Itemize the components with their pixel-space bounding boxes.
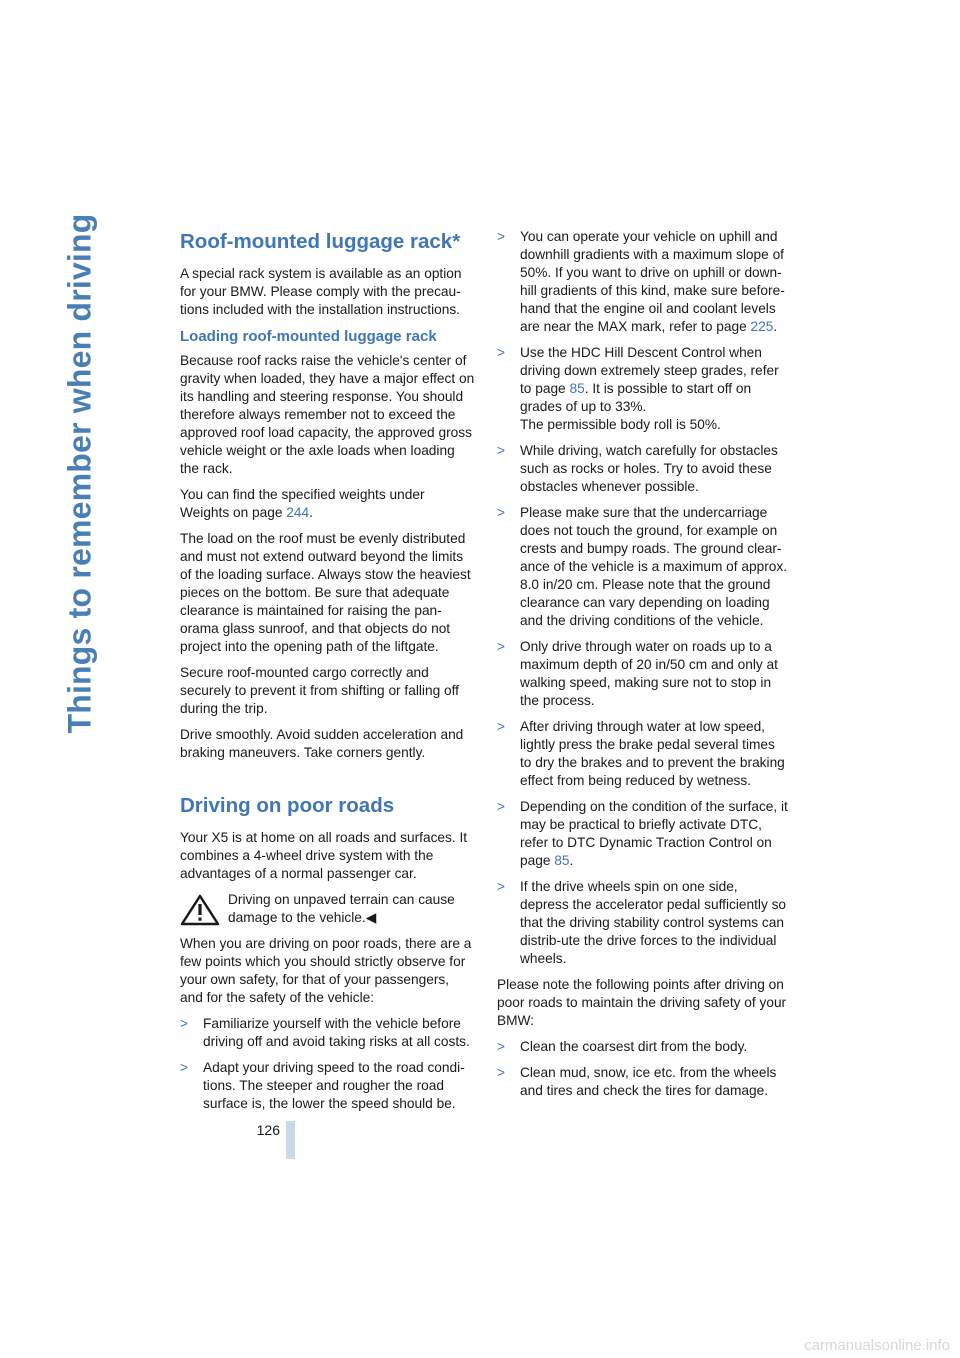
page-number: 126: [256, 1122, 280, 1138]
roof-rack-paragraph-5: Drive smoothly. Avoid sudden acceleration and braking maneuvers. Take corners gently.: [180, 727, 464, 760]
poor-roads-paragraph-2: Please note the following points after driving on poor roads to maintain the driving safety of your BMW:: [497, 977, 787, 1028]
bullet-marker: >: [497, 229, 505, 244]
page-number-bar: [286, 1121, 295, 1159]
poor-roads-paragraph-1: When you are driving on poor roads, there are a few points which you should strictly observe for your own safety, for that of your passengers, and for the safety of the vehicle:: [180, 936, 472, 1005]
roof-rack-paragraph-1: Because roof racks raise the vehicle's center of gravity when loaded, they have a major effect on its handling and steering response. You should therefore always remember not to exceed the approved roof load capacity, the approved gross vehicle weight or the axle loads when loading the rack.: [180, 353, 475, 476]
poor-roads-bullet-list-2: [497, 228, 789, 968]
list-item-text: Adapt your driving speed to the road condi-tions. The steeper and rougher the road surface is, the lower the speed should be.: [203, 1060, 465, 1111]
warning-triangle-icon: [180, 894, 220, 926]
watermark: carmanualsonline.info: [804, 1337, 950, 1354]
bullet-marker: >: [497, 719, 505, 734]
list-item: [497, 504, 789, 630]
roof-rack-paragraph-4: Secure roof-mounted cargo correctly and securely to prevent it from shifting or falling off during the trip.: [180, 665, 459, 716]
list-item: [497, 718, 789, 790]
warning-text: Driving on unpaved terrain can cause damage to the vehicle.◀: [228, 892, 455, 925]
warning-note: [180, 891, 475, 927]
list-item: [497, 1038, 789, 1056]
page-link-244[interactable]: 244: [286, 505, 310, 520]
bullet-marker: >: [180, 1060, 188, 1075]
list-item-text-end: . It is possible to start off on grades of up to 33%.: [520, 381, 752, 414]
list-item-text: Depending on the condition of the surface, it may be practical to briefly activate DTC, refer to DTC Dynamic Traction Control on page: [520, 799, 788, 868]
page-link-85-dtc[interactable]: 85: [554, 853, 570, 868]
list-item: [497, 798, 789, 870]
list-item: [180, 1059, 475, 1113]
list-item-text: While driving, watch carefully for obstacles such as rocks or holes. Try to avoid these obstacles whenever possible.: [520, 443, 778, 494]
poor-roads-intro: Your X5 is at home on all roads and surfaces. It combines a 4-wheel drive system with the advantages of a normal passenger car.: [180, 830, 468, 881]
bullet-marker: >: [497, 1065, 505, 1080]
page-link-85[interactable]: 85: [569, 381, 585, 396]
roof-rack-paragraph-3: The load on the roof must be evenly distributed and must not extend outward beyond the limits of the loading surface. Always stow the heaviest pieces on the bottom. Be sure that adequate clearance is maintained for raising the pan-orama glass sunroof, and that objects do not project into the opening path of the liftgate.: [180, 531, 471, 654]
list-item: [180, 1015, 475, 1051]
list-item: [497, 1064, 789, 1100]
list-item-text-end: .: [569, 853, 574, 868]
roof-rack-p2-end: .: [309, 505, 313, 520]
bullet-marker: >: [497, 799, 505, 814]
roof-rack-intro: A special rack system is available as an option for your BMW. Please comply with the precau-tions included with the installation instructions.: [180, 266, 462, 317]
list-item-text: Please make sure that the undercarriage does not touch the ground, for example on crests and bumpy roads. The ground clear-ance of the vehicle is a maximum of approx. 8.0 in/20 cm. Please note that the ground clearance can vary depending on loading and the driving conditions of the vehicle.: [520, 505, 788, 628]
bullet-marker: >: [497, 639, 505, 654]
list-item: [497, 228, 789, 336]
list-item-text: Familiarize yourself with the vehicle before driving off and avoid taking risks at all costs.: [203, 1016, 470, 1049]
bullet-marker: >: [497, 505, 505, 520]
bullet-marker: >: [497, 443, 505, 458]
roof-rack-heading: Roof-mounted luggage rack*: [180, 230, 461, 253]
list-item-text: You can operate your vehicle on uphill and downhill gradients with a maximum slope of 50%. If you want to drive on uphill or down-hill gradients of this kind, make sure before-hand that the engine oil and coolant levels are near the MAX mark, refer to page: [520, 229, 785, 334]
list-item-text: Clean the coarsest dirt from the body.: [520, 1039, 748, 1054]
list-item: [497, 442, 789, 496]
list-item-text: Only drive through water on roads up to a maximum depth of 20 in/50 cm and only at walking speed, making sure not to stop in the process.: [520, 639, 778, 708]
list-item: [497, 344, 789, 434]
roof-rack-p2-text: You can find the specified weights under Weights on page: [180, 487, 425, 520]
left-column: [180, 228, 475, 1121]
poor-roads-bullet-list-3: [497, 1038, 789, 1100]
poor-roads-bullet-list-1: [180, 1015, 475, 1113]
bullet-marker: >: [497, 1039, 505, 1054]
chapter-side-tab: [58, 212, 102, 734]
bullet-marker: >: [497, 345, 505, 360]
list-item-text: After driving through water at low speed, lightly press the brake pedal several times to dry the brakes and to prevent the braking effect from being reduced by wetness.: [520, 719, 785, 788]
bullet-marker: >: [180, 1016, 188, 1031]
list-item-text-end: .: [773, 319, 778, 334]
bullet-marker: >: [497, 879, 505, 894]
page-link-225[interactable]: 225: [750, 319, 774, 334]
list-item-text: If the drive wheels spin on one side, depress the accelerator pedal sufficiently so that the driving stability control systems can distrib-ute the drive forces to the individual wheels.: [520, 879, 787, 966]
chapter-title: Things to remember when driving: [61, 212, 98, 734]
list-item-text-line2: The permissible body roll is 50%.: [520, 417, 721, 432]
list-item-text: Use the HDC Hill Descent Control when driving down extremely steep grades, refer to page: [520, 345, 779, 396]
right-column: [497, 228, 789, 1108]
poor-roads-heading: Driving on poor roads: [180, 794, 395, 817]
roof-rack-paragraph-2: [180, 486, 475, 522]
list-item-text: Clean mud, snow, ice etc. from the wheels and tires and check the tires for damage.: [520, 1065, 777, 1098]
loading-roof-rack-subheading: Loading roof-mounted luggage rack: [180, 328, 437, 345]
list-item: [497, 878, 789, 968]
list-item: [497, 638, 789, 710]
